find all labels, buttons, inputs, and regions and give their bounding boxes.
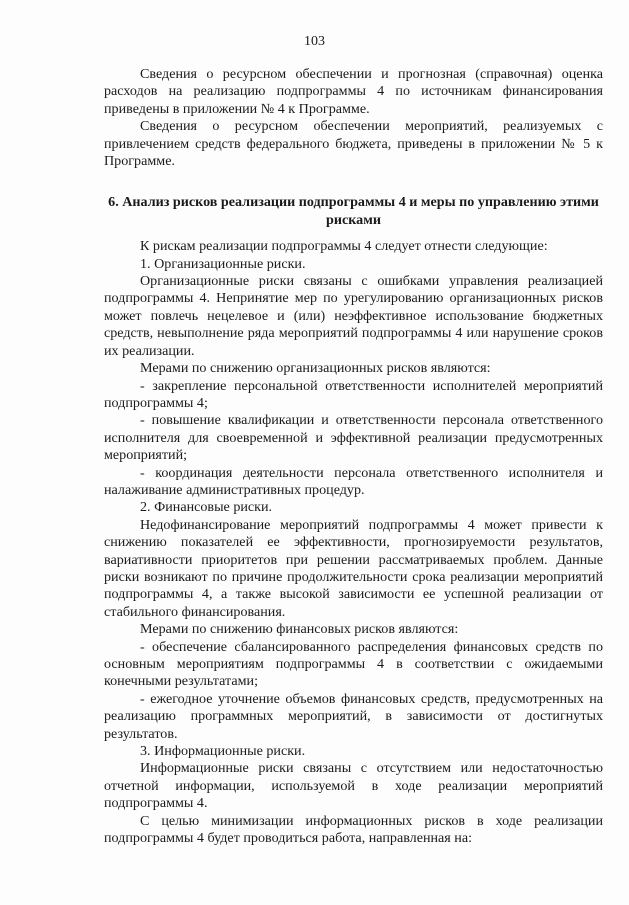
risk-heading-informational: 3. Информационные риски.	[140, 743, 306, 760]
list-item-organizational-1: - закрепление персональной ответственности исполнителей мероприятий подпрограммы 4;	[104, 377, 603, 411]
paragraph-informational-measures: С целью минимизации информационных рисков в ходе реализации подпрограммы 4 будет проводиться работа, направленная на:	[104, 812, 603, 847]
list-item-financial-2: - ежегодное уточнение объемов финансовых средств, предусмотренных на реализацию программных мероприятий, в зависимости от достигнутых результатов.	[104, 690, 603, 742]
page-content	[104, 66, 603, 847]
paragraph-resource-forecast: Сведения о ресурсном обеспечении и прогнозная (справочная) оценка расходов на реализацию подпрограммы 4 по источникам финансирования приведены в приложении № 4 к Программе.	[104, 66, 603, 117]
paragraph-financial-risks: Недофинансирование мероприятий подпрограммы 4 может привести к снижению показателей ее эффективности, прогнозируемости результатов, вариативности приоритетов при решении рассматриваемых проблем. Данные риски возникают по причине продолжительности срока реализации мероприятий подпрограммы 4, а также высокой зависимости ее успешной реализации от стабильного финансирования.	[104, 516, 603, 620]
paragraph-organizational-risks: Организационные риски связаны с ошибками управления реализацией подпрограммы 4. Непринятие мер по урегулированию организационных рисков может повлечь нецелевое и (или) неэффективное использование бюджетных средств, невыполнение ряда мероприятий подпрограммы 4 или нарушение сроков их реализации.	[104, 273, 603, 359]
page-number: 103	[304, 34, 325, 49]
section-heading: 6. Анализ рисков реализации подпрограммы 4 и меры по управлению этими рисками	[108, 194, 599, 228]
list-item-organizational-2: - повышение квалификации и ответственности персонала ответственного исполнителя для своевременной и эффективной реализации предусмотренных мероприятий;	[104, 412, 603, 464]
paragraph-federal-budget: Сведения о ресурсном обеспечении мероприятий, реализуемых с привлечением средств федерального бюджета, приведены в приложении № 5 к Программе.	[104, 118, 603, 170]
list-item-financial-1: - обеспечение сбалансированного распределения финансовых средств по основным мероприятиям подпрограммы 4 в соответствии с ожидаемыми конечными результатами;	[104, 638, 603, 690]
paragraph-financial-measures: Мерами по снижению финансовых рисков являются:	[140, 621, 459, 638]
risk-heading-financial: 2. Финансовые риски.	[140, 499, 273, 516]
risk-heading-organizational: 1. Организационные риски.	[140, 255, 306, 272]
paragraph-risks-intro: К рискам реализации подпрограммы 4 следует отнести следующие:	[140, 238, 548, 255]
paragraph-organizational-measures: Мерами по снижению организационных рисков являются:	[140, 360, 491, 377]
list-item-organizational-3: - координация деятельности персонала ответственного исполнителя и налаживание административных процедур.	[104, 464, 603, 498]
paragraph-informational-risks: Информационные риски связаны с отсутствием или недостаточностью отчетной информации, используемой в ходе реализации мероприятий подпрограммы 4.	[104, 760, 603, 812]
